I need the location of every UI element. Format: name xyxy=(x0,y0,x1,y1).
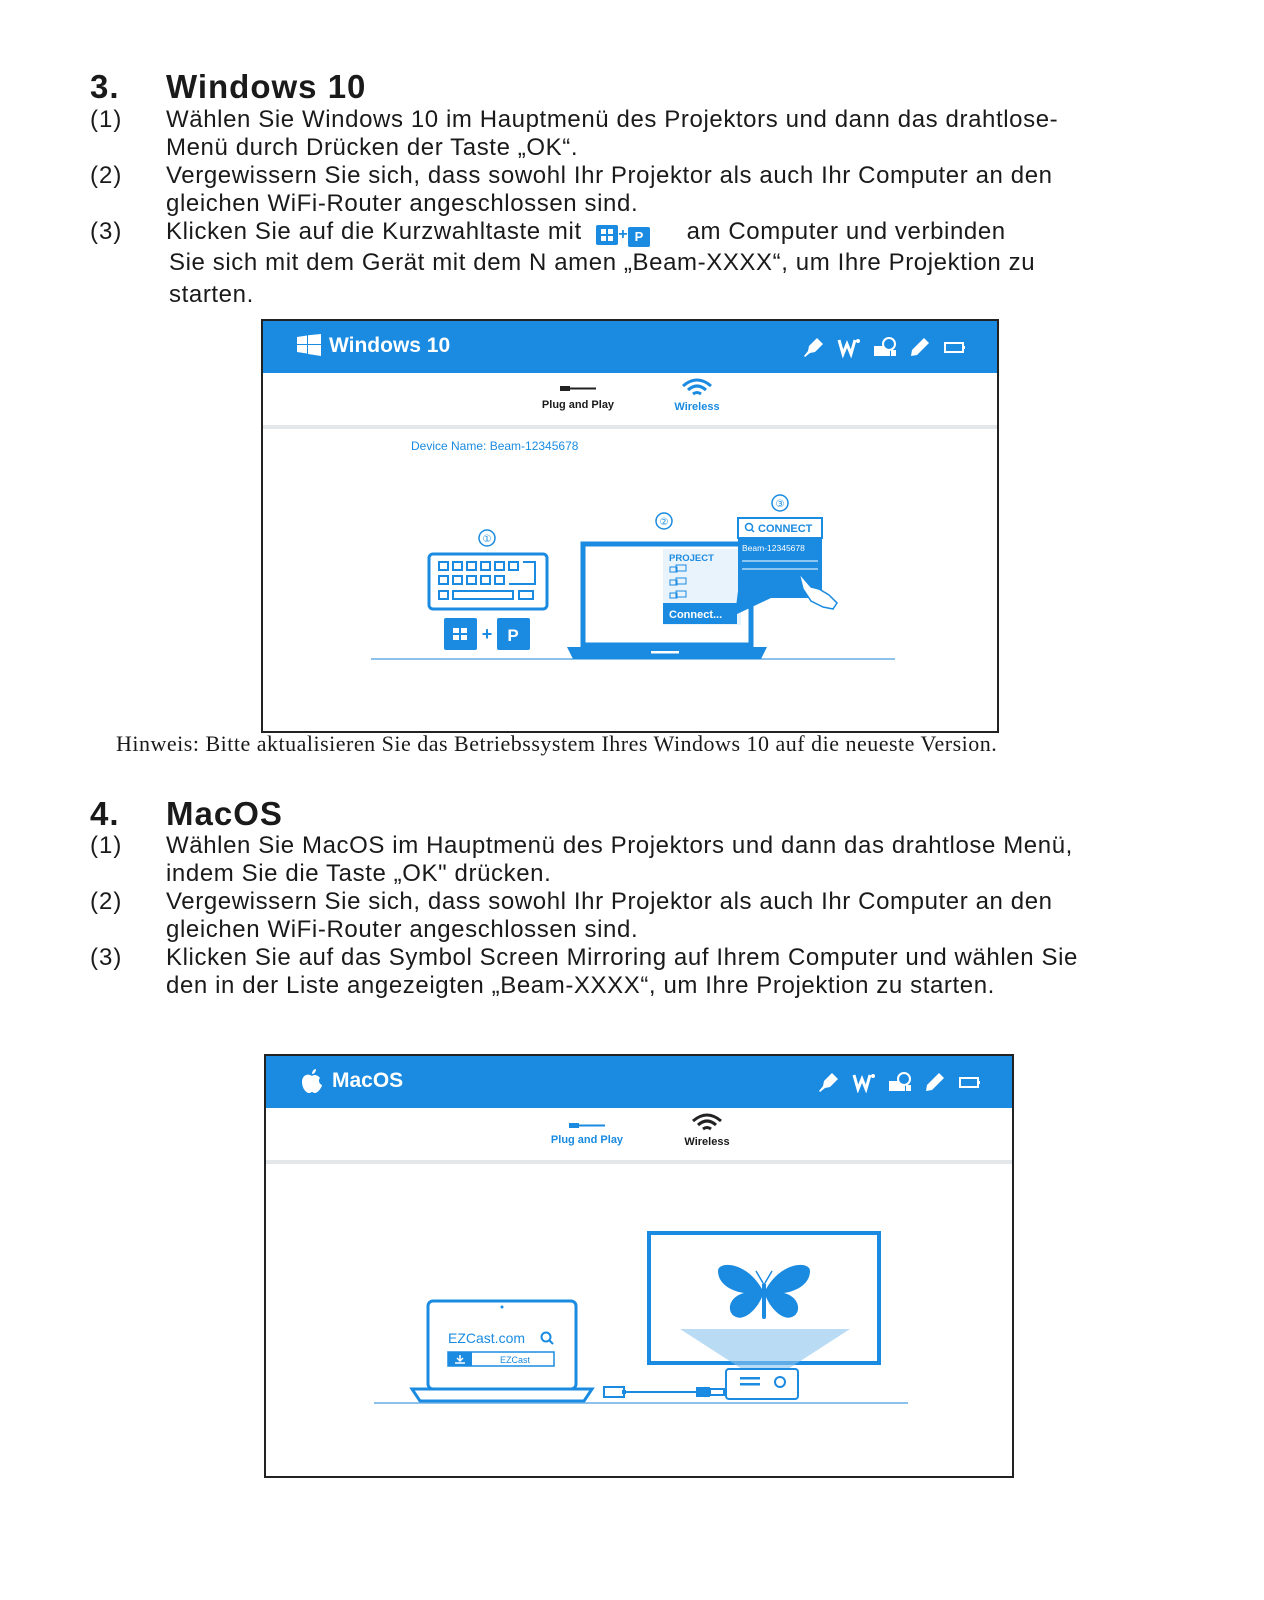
tab-wireless[interactable]: Wireless xyxy=(637,377,757,413)
cable-icon xyxy=(567,1118,607,1132)
step-text: Vergewissern Sie sich, dass sowohl Ihr Projektor als auch Ihr Computer an den gleichen WiFi-Router angeschlossen sind. xyxy=(166,162,1053,217)
step-text: Wählen Sie MacOS im Hauptmenü des Projektors und dann das drahtlose Menü, indem Sie die Taste „OK" drücken. xyxy=(166,832,1073,887)
section-4-number: 4. xyxy=(90,795,120,832)
apple-logo-icon xyxy=(300,1068,324,1094)
p-key-icon: P xyxy=(628,227,650,247)
app-title: MacOS xyxy=(332,1069,404,1092)
app-header xyxy=(263,321,997,373)
section-3-number: 3. xyxy=(90,68,120,105)
step-text: Wählen Sie Windows 10 im Hauptmenü des Projektors und dann das drahtlose- Menü durch Drücken der Taste „OK“. xyxy=(166,106,1059,161)
section-4-title: MacOS xyxy=(166,795,283,832)
step-number: (3) xyxy=(90,944,123,971)
tab-wireless[interactable]: Wireless xyxy=(647,1112,767,1148)
pen-icon xyxy=(909,336,931,358)
wifi-icon xyxy=(689,1112,725,1134)
app-title: Windows 10 xyxy=(329,334,451,357)
section-3-title: Windows 10 xyxy=(166,68,367,105)
step-number: (1) xyxy=(90,832,123,859)
macos-screen-illustration xyxy=(264,1054,1014,1478)
note-text: Hinweis: Bitte aktualisieren Sie das Betriebssystem Ihres Windows 10 auf die neueste Version. xyxy=(116,731,998,756)
pin-icon xyxy=(803,336,825,358)
connect-button: Connect... xyxy=(669,609,723,621)
laptop-button: EZCast xyxy=(500,1355,531,1365)
connect-panel-title: CONNECT xyxy=(758,523,813,535)
plus-sign: + xyxy=(481,624,493,644)
step-text: Klicken Sie auf das Symbol Screen Mirroring auf Ihrem Computer und wählen Sie den in der Liste angezeigten „Beam-XXXX“, um Ihre Projektion zu starten. xyxy=(166,944,1078,999)
marker-3: ③ xyxy=(775,499,785,510)
connection-steps-diagram xyxy=(263,481,997,671)
connect-item: Beam-12345678 xyxy=(742,543,805,553)
battery-icon xyxy=(958,1071,982,1093)
windows-logo-icon xyxy=(297,334,321,356)
wifi-icon xyxy=(679,377,715,399)
step-number: (2) xyxy=(90,888,123,915)
p-key: P xyxy=(507,626,519,645)
mirroring-diagram xyxy=(266,1221,1012,1411)
battery-icon xyxy=(943,336,967,358)
tab-plug-and-play[interactable]: Plug and Play xyxy=(518,379,638,411)
status-icons xyxy=(803,336,967,358)
step-text: Vergewissern Sie sich, dass sowohl Ihr Projektor als auch Ihr Computer an den gleichen WiFi-Router angeschlossen sind. xyxy=(166,888,1053,943)
step-number: (1) xyxy=(90,106,123,133)
device-name: Device Name: Beam-12345678 xyxy=(411,439,579,453)
app-header xyxy=(266,1056,1012,1108)
wifi-w-icon xyxy=(837,336,861,358)
marker-2: ② xyxy=(659,517,669,528)
windows-screen-illustration xyxy=(261,319,999,733)
step-text: Klicken Sie auf die Kurzwahltaste mit + P am Computer und verbinden Sie sich mit dem Gerät mit dem N amen „Beam-XXXX“, um Ihre Projektion zu starten. xyxy=(166,218,1036,308)
project-label: PROJECT xyxy=(669,553,714,564)
tab-plug-and-play[interactable]: Plug and Play xyxy=(527,1118,647,1146)
laptop-url: EZCast.com xyxy=(448,1330,526,1346)
wifi-w-icon xyxy=(852,1071,876,1093)
marker-1: ① xyxy=(482,534,492,545)
pen-icon xyxy=(924,1071,946,1093)
tab-bar xyxy=(266,1108,1012,1164)
network-icon xyxy=(873,336,897,358)
pin-icon xyxy=(818,1071,840,1093)
network-icon xyxy=(888,1071,912,1093)
step-number: (2) xyxy=(90,162,123,189)
windows-key-icon xyxy=(596,225,618,245)
tab-bar xyxy=(263,373,997,429)
step-number: (3) xyxy=(90,218,123,245)
status-icons xyxy=(818,1071,982,1093)
cable-icon xyxy=(558,379,598,397)
